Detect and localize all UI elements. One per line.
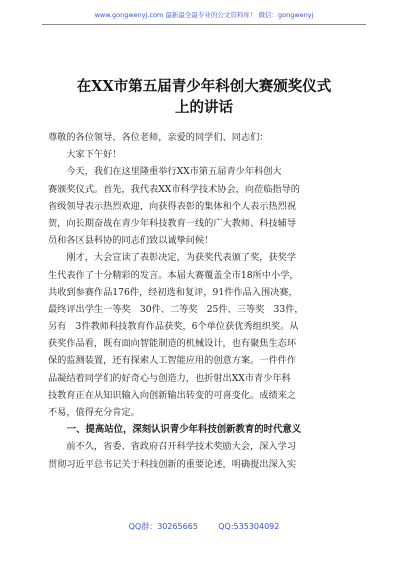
- document-body: [48, 129, 360, 473]
- body-line: 刚才，大会宣读了表彰决定，为获奖代表颁了奖，获奖学: [48, 252, 297, 264]
- body-line: 获奖作品看，既有面向智能制造的机械设计，也有聚焦生态环: [48, 338, 297, 350]
- body-line: 技教育正在从知识输入向创新输出转变的可喜变化。成绩来之: [48, 389, 297, 401]
- body-line: 贺，向长期奋战在青少年科技教育一线的广大教师、科技辅导: [48, 217, 297, 229]
- body-line: 省级领导表示热烈欢迎，向获得表彰的集体和个人表示热烈祝: [48, 200, 297, 212]
- body-line: 前不久，省委、省政府召开科学技术奖励大会，深入学习: [48, 441, 297, 453]
- contact-footer: QQ群：30265665 QQ:535304092: [128, 522, 280, 531]
- body-line: 保的监测装置，还有探索人工智能应用的创意方案。一件件作: [48, 355, 297, 367]
- body-line: 贯彻习近平总书记关于科技创新的重要论述，明确提出深入实: [48, 458, 297, 470]
- site-header: www.gongwenyj.com 最新最全最专业的公文资料库！ 微信：gongwenyj: [94, 11, 314, 19]
- section-heading: 一、提高站位，深刻认识青少年科技创新教育的时代意义: [48, 424, 302, 436]
- body-line: 另有 3件教师科技教育作品获奖，6个单位获优秀组织奖。从: [48, 321, 299, 333]
- body-line: 生代表作了十分精彩的发言。本届大赛覆盖全市18所中小学，: [48, 269, 299, 281]
- body-line: 今天，我们在这里隆重举行XX市第五届青少年科创大: [48, 166, 282, 178]
- document-title: [40, 76, 368, 118]
- body-line: 共收到参赛作品176件，经初选和复评，91件作品入围决赛，: [48, 286, 298, 298]
- body-line: 赛颁奖仪式。首先，我代表XX市科学技术协会，向莅临指导的: [48, 183, 300, 195]
- header-divider: [42, 24, 366, 25]
- body-line: 最终评出学生一等奖 30件、二等奖 25件、三等奖 33件，: [48, 303, 304, 315]
- body-line: 品凝结着同学们的好奇心与创造力，也折射出XX市青少年科: [48, 372, 291, 384]
- title-line-1: 在XX市第五届青少年科创大赛颁奖仪式: [76, 78, 332, 95]
- body-line: 尊敬的各位领导、各位老师，亲爱的同学们、同志们：: [48, 132, 269, 143]
- body-line: 员和各区县科协的同志们致以诚挚问候！: [48, 235, 214, 247]
- title-line-2: 上的讲话: [175, 99, 233, 116]
- body-line: 大家下午好！: [48, 149, 122, 161]
- body-line: 不易，值得充分肯定。: [48, 407, 140, 418]
